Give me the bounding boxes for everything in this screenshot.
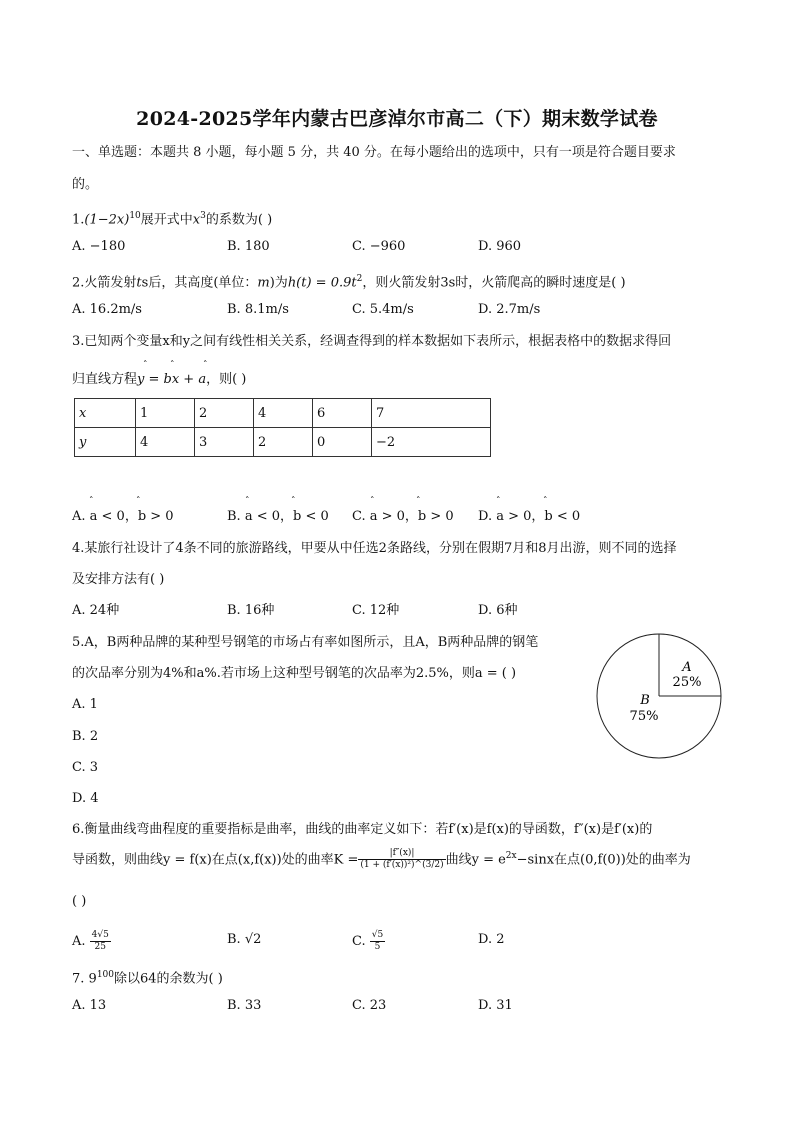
hat: ˆ [291,497,296,507]
curvature-fraction: $\frac{|f''(x)|}{\text{(1 + (f′(x))²)\textasciicircum{}(3/2)}}$ [360,848,444,871]
q5-option-c[interactable]: C. 3 [72,760,99,775]
q1-option-b[interactable]: B. 180 [227,239,270,254]
q3-option-b[interactable]: B. a < 0，b < 0 [227,509,329,524]
question-2: 2.火箭发射ts后，其高度(单位：m)为$h(t) = 0.9t^2$，则火箭发射3s时，火箭爬高的瞬时速度是( ) [72,274,626,291]
question-6: 6.衡量曲线弯曲程度的重要指标是曲率，曲线的曲率定义如下：若f′(x)是f(x)的导函数，f″(x)是f′(x)的 [72,822,653,837]
q2-option-c[interactable]: C. 5.4m/s [352,302,414,317]
table-cell: 7 [372,399,491,428]
table-cell: 1 [136,399,195,428]
slice-percent-a: 25% [672,675,702,690]
question-3: 3.已知两个变量x和y之间有线性相关关系，经调查得到的样本数据如下表所示，根据表格中的数据求得回 [72,334,672,349]
table-cell: 0 [313,428,372,457]
q6-option-b[interactable]: B. √2 [227,932,262,947]
hat: ˆ [89,497,94,507]
q7-option-b[interactable]: B. 33 [227,998,262,1013]
data-table [74,398,491,457]
hat: ˆ [136,497,141,507]
q7-option-a[interactable]: A. 13 [72,998,107,1013]
q3-option-a[interactable]: A. a < 0，b > 0 [72,509,174,524]
q4-option-d[interactable]: D. 6种 [478,603,518,618]
question-3-line2: 归直线方程y = bx + a，则( ) [72,372,247,387]
q3-option-d[interactable]: D. a > 0，b < 0 [478,509,581,524]
question-6-line2: 导函数，则曲线y = f(x)在点(x,f(x))处的曲率K = $\frac{|f''(x)|}{\text{(1 + (f′(x))²)\textasciicircum{}(3/2)}}$ 曲线$y = e^{2x}-\sin x$在点(0,f(0))处的曲率为 [72,848,691,871]
table-cell: 2 [254,428,313,457]
hat: ˆ [245,497,250,507]
question-1: $1.(1-2x)^{10}$展开式中$x^3$的系数为( ) [72,211,273,228]
q4-option-c[interactable]: C. 12种 [352,603,400,618]
q6-option-d[interactable]: D. 2 [478,932,505,947]
question-7: 7. $9^{100}$除以64的余数为( ) [72,970,223,987]
question-4-line2: 及安排方法有( ) [72,572,165,587]
table-cell: 6 [313,399,372,428]
q4-option-a[interactable]: A. 24种 [72,603,120,618]
hat-a: ˆ [203,361,208,371]
regression-equation: y = bx + a [137,372,207,387]
q2-option-d[interactable]: D. 2.7m/s [478,302,541,317]
market-share-pie-chart [596,633,724,761]
table-header-x: x [75,399,136,428]
hat-y: ˆ [143,361,148,371]
hat: ˆ [416,497,421,507]
slice-percent-b: 75% [629,709,659,724]
page-title: 2024-2025学年内蒙古巴彦淖尔市高二（下）期末数学试卷 [136,108,658,130]
table-row [75,399,491,428]
hat: ˆ [543,497,548,507]
q6-option-a[interactable]: A. $\frac{4√5}{25}$ [72,930,109,952]
section-instructions: 一、单选题：本题共 8 小题，每小题 5 分，共 40 分。在每小题给出的选项中，只有一项是符合题目要求 [72,145,676,160]
equation-hats [0,0,794,380]
q7-option-c[interactable]: C. 23 [352,998,387,1013]
hat-b: ˆ [170,361,175,371]
q5-option-d[interactable]: D. 4 [72,791,99,806]
table-cell: 4 [254,399,313,428]
question-5-line2: 的次品率分别为4%和a%.若市场上这种型号钢笔的次品率为2.5%，则a = ( ) [72,666,517,681]
q5-option-b[interactable]: B. 2 [72,729,99,744]
q5-option-a[interactable]: A. 1 [72,697,98,712]
table-cell: −2 [372,428,491,457]
q4-option-b[interactable]: B. 16种 [227,603,275,618]
hat: ˆ [496,497,501,507]
slice-label-a: A [682,660,692,675]
hat: ˆ [370,497,375,507]
q1-option-d[interactable]: D. 960 [478,239,522,254]
slice-label-b: B [640,693,650,708]
table-cell: 2 [195,399,254,428]
q1-option-a[interactable]: A. −180 [72,239,126,254]
q7-option-d[interactable]: D. 31 [478,998,513,1013]
question-6-line3: ( ) [72,894,87,909]
q6-option-c[interactable]: C. $\frac{√5}{5}$ [352,930,384,952]
q2-option-b[interactable]: B. 8.1m/s [227,302,289,317]
table-row [75,428,491,457]
option-hats [0,490,794,510]
q1-option-c[interactable]: C. −960 [352,239,406,254]
question-5: 5.A，B两种品牌的某种型号钢笔的市场占有率如图所示，且A，B两种品牌的钢笔 [72,635,539,650]
q2-option-a[interactable]: A. 16.2m/s [72,302,142,317]
question-4: 4.某旅行社设计了4条不同的旅游路线，甲要从中任选2条路线，分别在假期7月和8月出游，则不同的选择 [72,541,677,556]
section-instructions-end: 的。 [72,177,99,192]
table-cell: 4 [136,428,195,457]
table-header-y: y [75,428,136,457]
q3-option-c[interactable]: C. a > 0，b > 0 [352,509,454,524]
table-cell: 3 [195,428,254,457]
